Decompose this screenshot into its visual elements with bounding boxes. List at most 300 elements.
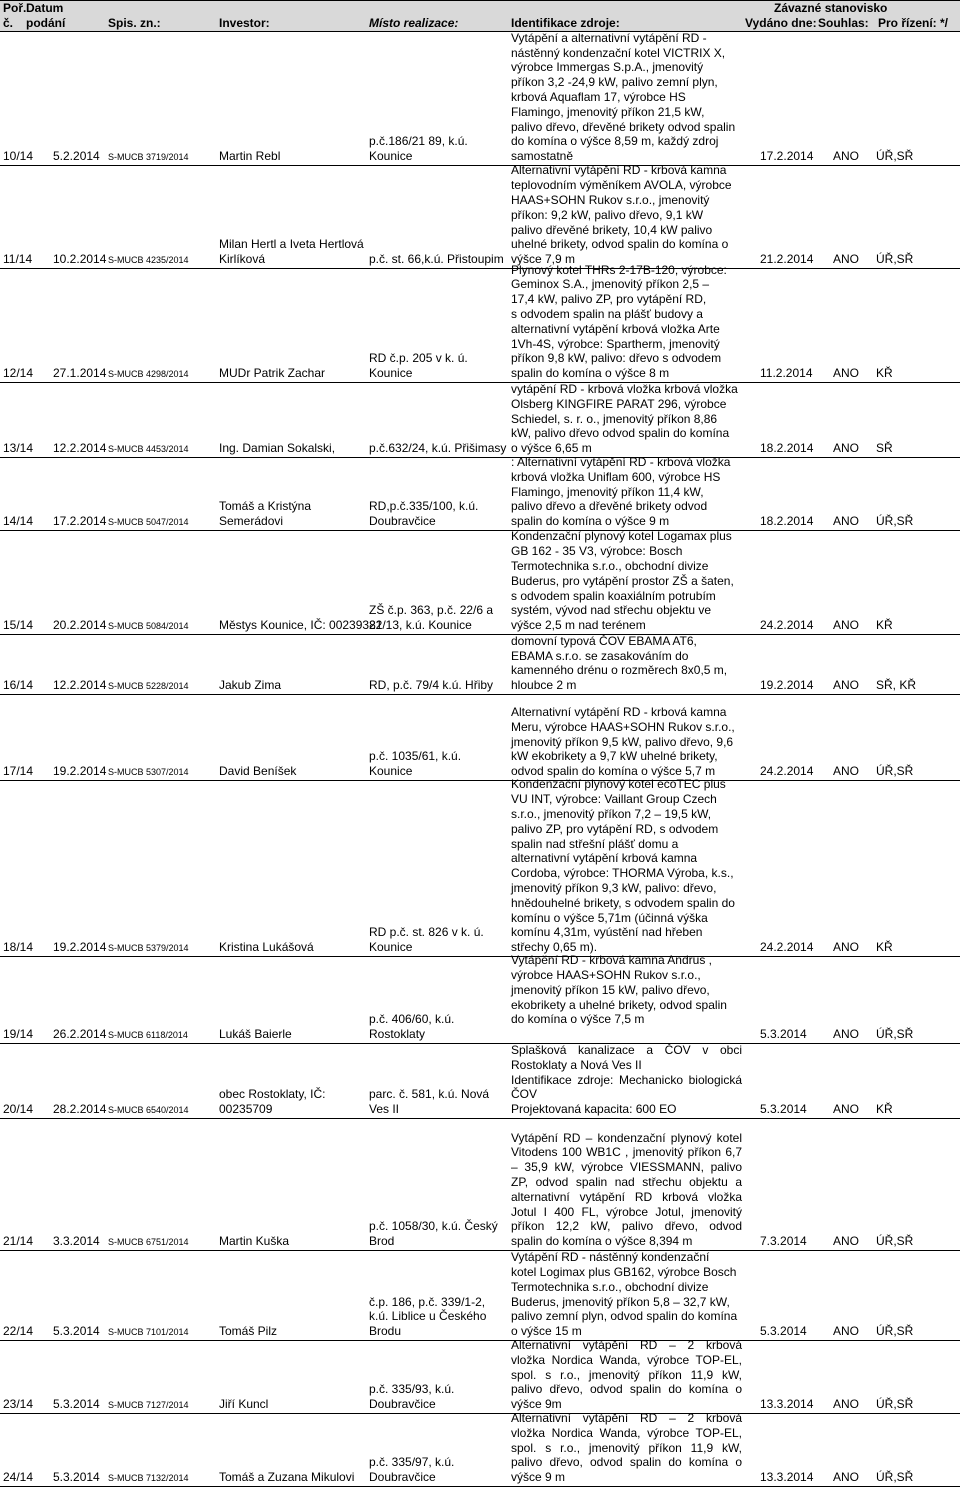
cell-vydano: 13.3.2014 xyxy=(760,1397,814,1412)
misto-line: parc. č. 581, k.ú. Nová xyxy=(369,1087,490,1102)
cell-rizeni: ÚŘ,SŘ xyxy=(876,1397,914,1412)
cell-por: 22/14 xyxy=(3,1324,34,1339)
cell-misto xyxy=(369,351,468,381)
cell-investor xyxy=(219,618,382,633)
cell-spis: S-MUCB 6118/2014 xyxy=(108,1030,188,1040)
cell-datum: 19.2.2014 xyxy=(53,940,107,955)
ident-line: palivo dřevo, dřevěné brikety odvod spalin xyxy=(511,119,736,134)
cell-identifikace xyxy=(511,455,742,529)
investor-line: obec Rostoklaty, IČ: xyxy=(219,1087,326,1102)
misto-line: p.č. 335/97, k.ú. xyxy=(369,1455,455,1470)
cell-identifikace xyxy=(511,31,742,164)
border-top xyxy=(0,0,960,1)
ident-line: alternativní vytápění RD krbová vložka xyxy=(511,1189,742,1204)
misto-line: p.č. 1058/30, k.ú. Český xyxy=(369,1219,498,1234)
investor-line: Kristina Lukášová xyxy=(219,940,314,955)
cell-rizeni: SŘ, KŘ xyxy=(876,678,917,693)
ident-line: o výšce 6,65 m xyxy=(511,441,592,456)
ident-line: Alternativní vytápění RD – 2 krbová xyxy=(511,1411,742,1426)
misto-line: RD p.č. st. 826 v k. ú. xyxy=(369,925,484,940)
table-row xyxy=(0,32,960,165)
cell-datum: 19.2.2014 xyxy=(53,764,107,779)
misto-line: Doubravčice xyxy=(369,1397,436,1412)
cell-souhlas: ANO xyxy=(833,1324,860,1339)
ident-line: komínu 4,31m, vyústění nad hřeben xyxy=(511,925,703,940)
cell-souhlas: ANO xyxy=(833,764,860,779)
ident-line: GB 162 - 35 V3, výrobce: Bosch xyxy=(511,544,683,559)
cell-vydano: 18.2.2014 xyxy=(760,441,814,456)
ident-line: Plynový kotel THRs 2-17B-120, výrobce: xyxy=(511,262,727,277)
ident-line: komínu o výšce 5,71m (účinná výška xyxy=(511,910,708,925)
cell-investor xyxy=(219,1027,292,1042)
cell-datum: 26.2.2014 xyxy=(53,1027,107,1042)
ident-line: VU INT, výrobce: Vaillant Group Czech xyxy=(511,792,717,807)
cell-identifikace xyxy=(511,705,742,779)
ident-line: střechy 0,65 m). xyxy=(511,940,598,955)
cell-identifikace xyxy=(511,163,742,267)
table-row xyxy=(0,695,960,780)
misto-line: Doubravčice xyxy=(369,1470,436,1485)
ident-line: Vytápění a alternativní vytápění RD - xyxy=(511,30,707,45)
ident-line: krbová vložka Uniflam 600, výrobce HS xyxy=(511,469,721,484)
cell-misto xyxy=(369,1455,454,1485)
investor-line: 00235709 xyxy=(219,1102,273,1117)
ident-line: příkon 3,2 -24,9 kW, palivo zemní plyn, xyxy=(511,75,718,90)
header-ident: Identifikace zdroje: xyxy=(511,16,620,30)
cell-spis: S-MUCB 6540/2014 xyxy=(108,1105,189,1115)
cell-datum: 12.2.2014 xyxy=(53,678,107,693)
ident-line: jmenovitý příkon 9,3 kW, palivo: dřevo, xyxy=(511,881,717,896)
cell-souhlas: ANO xyxy=(833,618,860,633)
cell-spis: S-MUCB 7101/2014 xyxy=(108,1327,189,1337)
cell-rizeni: ÚŘ,SŘ xyxy=(876,149,914,164)
ident-line: výšce 9m xyxy=(511,1397,562,1412)
cell-identifikace xyxy=(511,529,742,633)
misto-line: Rostoklaty xyxy=(369,1027,426,1042)
misto-line: Brod xyxy=(369,1234,395,1249)
misto-line: p.č.632/24, k.ú. Přišimasy xyxy=(369,441,507,456)
cell-por: 12/14 xyxy=(3,366,34,381)
cell-investor xyxy=(219,1087,326,1117)
misto-line: Ves II xyxy=(369,1102,400,1117)
ident-line: kW, palivo dřevo odvod spalin do komína xyxy=(511,426,730,441)
misto-line: p.č.186/21 89, k.ú. xyxy=(369,134,468,149)
ident-line: – 35,9 kW, výrobce VIESSMANN, palivo xyxy=(511,1160,742,1175)
cell-vydano: 17.2.2014 xyxy=(760,149,814,164)
cell-identifikace xyxy=(511,634,742,693)
cell-investor xyxy=(219,1234,289,1249)
ident-line: Olsberg KINGFIRE PARAT 296, výrobce xyxy=(511,396,727,411)
ident-line: hloubce 2 m xyxy=(511,678,577,693)
cell-spis: S-MUCB 5379/2014 xyxy=(108,943,189,953)
cell-spis: S-MUCB 6751/2014 xyxy=(108,1237,189,1247)
ident-line: Identifikace zdroje: Mechanicko biologická xyxy=(511,1072,742,1087)
cell-por: 17/14 xyxy=(3,764,34,779)
cell-por: 20/14 xyxy=(3,1102,34,1117)
ident-line: Vitodens 100 WB1C , jmenovitý příkon 6,7 xyxy=(511,1145,742,1160)
cell-souhlas: ANO xyxy=(833,1397,860,1412)
ident-line: palivo dřevěné brikety, 10,4 kW palivo xyxy=(511,222,713,237)
cell-datum: 5.3.2014 xyxy=(53,1470,100,1485)
cell-identifikace xyxy=(511,777,742,955)
cell-datum: 27.1.2014 xyxy=(53,366,107,381)
ident-line: Termotechnika s.r.o., obchodní divize xyxy=(511,1279,709,1294)
cell-datum: 5.3.2014 xyxy=(53,1397,100,1412)
misto-line: Brodu xyxy=(369,1324,402,1339)
ident-line: Geminox S.A., jmenovitý příkon 2,5 – xyxy=(511,277,710,292)
ident-line: Kondenzační plynový kotel Logamax plus xyxy=(511,529,732,544)
cell-misto xyxy=(369,134,468,164)
cell-vydano: 11.2.2014 xyxy=(760,366,813,381)
ident-line: výšce 2,5 m nad terénem xyxy=(511,618,646,633)
cell-por: 23/14 xyxy=(3,1397,34,1412)
cell-datum: 12.2.2014 xyxy=(53,441,107,456)
cell-souhlas: ANO xyxy=(833,149,860,164)
table-header xyxy=(0,0,960,31)
cell-investor xyxy=(219,1324,277,1339)
header-zavazne-stanovisko: Závazné stanovisko xyxy=(774,1,888,15)
investor-line: Milan Hertl a Iveta Hertlová xyxy=(219,237,364,252)
cell-datum: 3.3.2014 xyxy=(53,1234,100,1249)
ident-line: HAAS+SOHN Rukov s.r.o., jmenovitý xyxy=(511,193,710,208)
misto-line: 22/13, k.ú. Kounice xyxy=(369,618,472,633)
header-spis: Spis. zn.: xyxy=(108,16,161,30)
cell-spis: S-MUCB 5307/2014 xyxy=(108,767,189,777)
cell-investor xyxy=(219,441,335,456)
cell-souhlas: ANO xyxy=(833,1027,860,1042)
ident-line: palivo zemní plyn, odvod spalin do komína xyxy=(511,1309,738,1324)
cell-identifikace xyxy=(511,1338,742,1412)
ident-line: Meru, výrobce HAAS+SOHN Rukov s.r.o., xyxy=(511,719,735,734)
ident-line: palivo dřevo a dřevěné brikety odvod xyxy=(511,499,708,514)
table-row xyxy=(0,1044,960,1118)
ident-line: spalin nad střešní plášť domu a xyxy=(511,836,679,851)
ident-line: Alternativní vytápění RD - krbová kamna xyxy=(511,163,727,178)
ident-line: teplovodním výměníkem AVOLA, výrobce xyxy=(511,178,732,193)
table-row xyxy=(0,953,960,1043)
ident-line: Alternativní vytápění RD – 2 krbová xyxy=(511,1338,742,1353)
investor-line: Ing. Damian Sokalski, xyxy=(219,441,336,456)
cell-investor xyxy=(219,764,296,779)
ident-line: 1Vh-4S, výrobce: Spartherm, jmenovitý xyxy=(511,336,720,351)
ident-line: vytápění RD - krbová vložka krbová vložka xyxy=(511,382,738,397)
ident-line: výrobce Immergas S.p.A., jmenovitý xyxy=(511,60,704,75)
investor-line: MUDr Patrik Zachar xyxy=(219,366,326,381)
ident-line: systém, vývod nad střechu objektu ve xyxy=(511,603,712,618)
cell-misto xyxy=(369,925,484,955)
ident-line: palivo dřevo, odvod spalin do komína o xyxy=(511,1382,742,1397)
cell-por: 10/14 xyxy=(3,149,34,164)
header-investor: Investor: xyxy=(219,16,270,30)
cell-misto xyxy=(369,252,504,267)
header-misto: Místo realizace: xyxy=(369,16,459,30)
misto-line: Kounice xyxy=(369,764,413,779)
ident-line: alternativní vytápění krbová vložka Arte xyxy=(511,321,720,336)
cell-datum: 5.3.2014 xyxy=(53,1324,100,1339)
cell-spis: S-MUCB 4453/2014 xyxy=(108,444,189,454)
misto-line: Kounice xyxy=(369,940,413,955)
ident-line: nástěnný kondenzační kotel VICTRIX X, xyxy=(511,45,726,60)
cell-rizeni: SŘ xyxy=(876,441,893,456)
ident-line: ČOV xyxy=(511,1087,538,1102)
investor-line: Lukáš Baierle xyxy=(219,1027,292,1042)
misto-line: RD,p.č.335/100, k.ú. xyxy=(369,499,479,514)
misto-line: RD, p.č. 79/4 k.ú. Hřiby xyxy=(369,678,494,693)
cell-rizeni: ÚŘ,SŘ xyxy=(876,1470,914,1485)
misto-line: Kounice xyxy=(369,149,413,164)
header-vydano: Vydáno dne: xyxy=(745,16,817,30)
cell-rizeni: ÚŘ,SŘ xyxy=(876,252,914,267)
ident-line: Projektovaná kapacita: 600 EO xyxy=(511,1102,677,1117)
ident-line: vložka Nordica Wanda, výrobce TOP-EL, xyxy=(511,1425,742,1440)
ident-line: do komína o výšce 8,59 m, každý zdroj xyxy=(511,134,719,149)
cell-misto xyxy=(369,1382,454,1412)
cell-misto xyxy=(369,603,493,633)
ident-line: příkon 9,8 kW, palivo: dřevo s odvodem xyxy=(511,351,722,366)
cell-rizeni: ÚŘ,SŘ xyxy=(876,1234,914,1249)
ident-line: spalin do komína o výšce 8 m xyxy=(511,366,670,381)
cell-souhlas: ANO xyxy=(833,1102,860,1117)
misto-line: Doubravčice xyxy=(369,514,436,529)
cell-por: 16/14 xyxy=(3,678,34,693)
ident-line: kamenného drénu o rozměrech 8x0,5 m, xyxy=(511,663,728,678)
cell-misto xyxy=(369,499,478,529)
ident-line: příkon 12,2 kW, palivo dřevo, odvod xyxy=(511,1219,742,1234)
cell-identifikace xyxy=(511,1131,742,1249)
cell-misto xyxy=(369,1219,498,1249)
cell-vydano: 13.3.2014 xyxy=(760,1470,814,1485)
cell-por: 15/14 xyxy=(3,618,34,633)
ident-line: spol. s r.o., jmenovitý příkon 11,9 kW, xyxy=(511,1440,742,1455)
cell-vydano: 5.3.2014 xyxy=(760,1324,807,1339)
cell-vydano: 19.2.2014 xyxy=(760,678,814,693)
ident-line: 17,4 kW, palivo ZP, pro vytápění RD, xyxy=(511,292,707,307)
cell-spis: S-MUCB 4298/2014 xyxy=(108,369,189,379)
cell-vydano: 7.3.2014 xyxy=(760,1234,807,1249)
investor-line: Kirlíková xyxy=(219,252,266,267)
table-row xyxy=(0,262,960,382)
cell-por: 11/14 xyxy=(3,252,33,267)
cell-datum: 28.2.2014 xyxy=(53,1102,107,1117)
ident-line: o výšce 15 m xyxy=(511,1324,582,1339)
cell-vydano: 21.2.2014 xyxy=(760,252,814,267)
ident-line: s odvodem spalin na plášť budovy a xyxy=(511,307,703,322)
cell-investor xyxy=(219,678,281,693)
ident-line: : Alternativní vytápění RD - krbová vložka xyxy=(511,455,731,470)
ident-line: kotel Logimax plus GB162, výrobce Bosch xyxy=(511,1265,737,1280)
cell-vydano: 24.2.2014 xyxy=(760,618,814,633)
ident-line: krbová Aquaflam 17, výrobce HS xyxy=(511,90,686,105)
ident-line: jmenovitý příkon 9,5 kW, palivo dřevo, 9,6 xyxy=(511,734,734,749)
cell-por: 21/14 xyxy=(3,1234,34,1249)
cell-souhlas: ANO xyxy=(833,1470,860,1485)
misto-line: ZŠ č.p. 363, p.č. 22/6 a xyxy=(369,603,494,618)
investor-line: Tomáš Pilz xyxy=(219,1324,278,1339)
ident-line: domovní typová ČOV EBAMA AT6, xyxy=(511,633,697,648)
cell-por: 14/14 xyxy=(3,514,34,529)
ident-line: Kondenzační plynový kotel ecoTEC plus xyxy=(511,777,726,792)
cell-vydano: 5.3.2014 xyxy=(760,1102,807,1117)
cell-misto xyxy=(369,1295,486,1339)
ident-line: palivo ZP, pro vytápění RD, s odvodem xyxy=(511,821,719,836)
ident-line: Buderus, pro vytápění prostor ZŠ a šaten, xyxy=(511,573,734,588)
table-row xyxy=(0,1338,960,1413)
cell-misto xyxy=(369,1012,454,1042)
cell-investor xyxy=(219,237,364,267)
cell-identifikace xyxy=(511,382,742,456)
ident-line: výrobce HAAS+SOHN Rukov s.r.o., xyxy=(511,968,701,983)
misto-line: Kounice xyxy=(369,366,413,381)
cell-investor xyxy=(219,1470,354,1485)
ident-line: alternativní vytápění krbová kamna xyxy=(511,851,698,866)
cell-vydano: 18.2.2014 xyxy=(760,514,814,529)
ident-line: EBAMA s.r.o. se zasakováním do xyxy=(511,648,689,663)
investor-line: Jakub Zima xyxy=(219,678,282,693)
ident-line: výšce 7,9 m xyxy=(511,252,576,267)
ident-line: ZP, odvod spalin nad střechu objektu a xyxy=(511,1175,742,1190)
misto-line: p.č. 406/60, k.ú. xyxy=(369,1012,455,1027)
header-datum-line1: Datum xyxy=(26,1,64,15)
ident-line: Rostoklaty a Nová Ves II xyxy=(511,1057,642,1072)
ident-line: Schiedel, s. r. o., jmenovitý příkon 8,86 xyxy=(511,411,718,426)
cell-souhlas: ANO xyxy=(833,366,860,381)
ident-line: Cordoba, výrobce: THORMA Výroba, k.s., xyxy=(511,866,734,881)
ident-line: samostatně xyxy=(511,149,574,164)
ident-line: Flamingo, jmenovitý příkon 21,5 kW, xyxy=(511,104,705,119)
investor-line: Městys Kounice, IČ: 00239381 xyxy=(219,618,383,633)
ident-line: Vytápění RD - krbová kamna Andrus , xyxy=(511,953,712,968)
header-por-line2: č. xyxy=(3,16,14,30)
cell-rizeni: ÚŘ,SŘ xyxy=(876,764,914,779)
table-row xyxy=(0,1251,960,1340)
cell-spis: S-MUCB 5228/2014 xyxy=(108,681,189,691)
cell-spis: S-MUCB 5047/2014 xyxy=(108,517,189,527)
ident-line: příkon: 9,2 kW, palivo dřevo, 9,1 kW xyxy=(511,207,704,222)
cell-rizeni: ÚŘ,SŘ xyxy=(876,514,914,529)
ident-line: Splašková kanalizace a ČOV v obci xyxy=(511,1043,742,1058)
ident-line: palivo dřevo, odvod spalin do komína o xyxy=(511,1455,742,1470)
table-row xyxy=(0,635,960,694)
cell-vydano: 24.2.2014 xyxy=(760,940,814,955)
investor-line: David Beníšek xyxy=(219,764,297,779)
cell-por: 13/14 xyxy=(3,441,34,456)
cell-spis: S-MUCB 7132/2014 xyxy=(108,1473,189,1483)
cell-vydano: 5.3.2014 xyxy=(760,1027,807,1042)
investor-line: Martin Kuška xyxy=(219,1234,290,1249)
cell-por: 19/14 xyxy=(3,1027,34,1042)
header-rizeni: Pro řízení: */ xyxy=(878,16,949,30)
header-souhlas: Souhlas: xyxy=(818,16,869,30)
cell-rizeni: KŘ xyxy=(876,366,893,381)
cell-datum: 20.2.2014 xyxy=(53,618,107,633)
cell-rizeni: KŘ xyxy=(876,618,893,633)
cell-datum: 5.2.2014 xyxy=(53,149,100,164)
ident-line: Alternativní vytápění RD - krbová kamna xyxy=(511,705,727,720)
ident-line: spalin do komína o výšce 9 m xyxy=(511,514,670,529)
misto-line: k.ú. Liblice u Českého xyxy=(369,1309,487,1324)
cell-investor xyxy=(219,1397,268,1412)
misto-line: p.č. 1035/61, k.ú. xyxy=(369,749,462,764)
ident-line: hnědouhelné brikety, s odvodem spalin do xyxy=(511,895,735,910)
cell-spis: S-MUCB 4235/2014 xyxy=(108,255,189,265)
cell-souhlas: ANO xyxy=(833,514,860,529)
misto-line: p.č. 335/93, k.ú. xyxy=(369,1382,455,1397)
table-row xyxy=(0,455,960,530)
cell-rizeni: KŘ xyxy=(876,940,893,955)
cell-souhlas: ANO xyxy=(833,678,860,693)
ident-line: jmenovitý příkon 15 kW, palivo dřevo, xyxy=(511,982,710,997)
cell-misto xyxy=(369,1087,489,1117)
cell-identifikace xyxy=(511,1411,742,1485)
cell-investor xyxy=(219,940,314,955)
table-row xyxy=(0,777,960,956)
cell-investor xyxy=(219,149,280,164)
cell-investor xyxy=(219,366,325,381)
cell-misto xyxy=(369,678,493,693)
cell-souhlas: ANO xyxy=(833,441,860,456)
ident-line: uhelné brikety, odvod spalin do komína o xyxy=(511,237,729,252)
table-row xyxy=(0,383,960,457)
cell-rizeni: ÚŘ,SŘ xyxy=(876,1027,914,1042)
table-row xyxy=(0,531,960,634)
ident-line: Buderus, jmenovitý příkon 5,8 – 32,7 kW, xyxy=(511,1294,730,1309)
cell-spis: S-MUCB 7127/2014 xyxy=(108,1400,189,1410)
cell-souhlas: ANO xyxy=(833,1234,860,1249)
cell-rizeni: KŘ xyxy=(876,1102,893,1117)
ident-line xyxy=(511,1027,742,1042)
ident-line: Vytápění RD – kondenzační plynový kotel xyxy=(511,1130,742,1145)
investor-line: Jiří Kuncl xyxy=(219,1397,269,1412)
table-row xyxy=(0,163,960,268)
cell-datum: 10.2.2014 xyxy=(53,252,107,267)
cell-identifikace xyxy=(511,953,742,1042)
cell-spis: S-MUCB 3719/2014 xyxy=(108,152,189,162)
cell-souhlas: ANO xyxy=(833,940,860,955)
ident-line: spalin do komína o výšce 8,394 m xyxy=(511,1234,693,1249)
ident-line: kW ekobrikety a 9,7 kW uhelné brikety, xyxy=(511,749,718,764)
cell-misto xyxy=(369,749,461,779)
ident-line: Flamingo, jmenovitý příkon 11,4 kW, xyxy=(511,484,704,499)
table-row xyxy=(0,1411,960,1486)
table-row xyxy=(0,1119,960,1250)
header-datum-line2: podání xyxy=(26,16,66,30)
cell-vydano: 24.2.2014 xyxy=(760,764,814,779)
misto-line: RD č.p. 205 v k. ú. xyxy=(369,351,468,366)
ident-line: Termotechnika s.r.o., obchodní divize xyxy=(511,559,709,574)
cell-souhlas: ANO xyxy=(833,252,860,267)
ident-line: Jotul I 400 FL, výrobce Jotul, jmenovitý xyxy=(511,1204,742,1219)
cell-misto xyxy=(369,441,506,456)
cell-spis: S-MUCB 5084/2014 xyxy=(108,621,189,631)
cell-identifikace xyxy=(511,1043,742,1117)
cell-por: 18/14 xyxy=(3,940,34,955)
ident-line: ekobrikety a uhelné brikety, odvod spalin xyxy=(511,997,727,1012)
cell-por: 24/14 xyxy=(3,1470,34,1485)
misto-line: p.č. st. 66,k.ú. Přistoupim xyxy=(369,252,504,267)
header-por-line1: Poř. xyxy=(3,1,27,15)
ident-line: vložka Nordica Wanda, výrobce TOP-EL, xyxy=(511,1352,742,1367)
investor-line: Tomáš a Kristýna xyxy=(219,499,312,514)
investor-line: Martin Rebl xyxy=(219,149,281,164)
cell-identifikace xyxy=(511,263,742,381)
cell-datum: 17.2.2014 xyxy=(53,514,107,529)
investor-line: Semerádovi xyxy=(219,514,284,529)
ident-line: odvod spalin do komína o výšce 5,7 m xyxy=(511,764,716,779)
ident-line: s.r.o., jmenovitý příkon 7,2 – 19,5 kW, xyxy=(511,807,712,822)
ident-line: s odvodem spalin koaxiálním potrubím xyxy=(511,588,716,603)
ident-line: do komína o výšce 7,5 m xyxy=(511,1012,645,1027)
ident-line: spol. s r.o., jmenovitý příkon 11,9 kW, xyxy=(511,1367,742,1382)
